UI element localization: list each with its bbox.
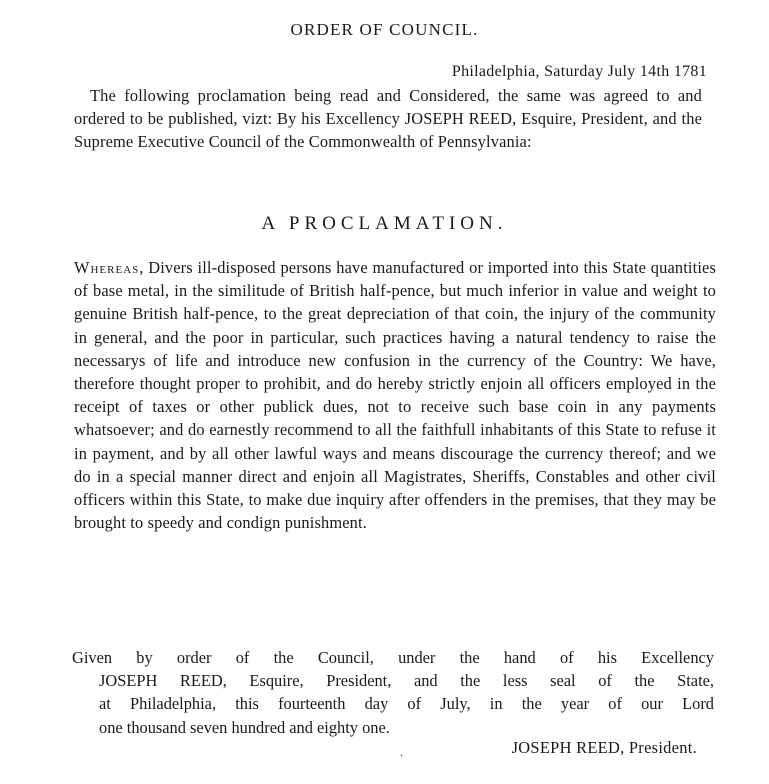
- given-line: one thousand seven hundred and eighty one.: [99, 717, 390, 737]
- proclamation-body: [74, 256, 716, 534]
- dateline: Philadelphia, Saturday July 14th 1781: [451, 63, 707, 80]
- intro-paragraph: The following proclamation being read and Considered, the same was agreed to and ordered to be published, vizt: By his Excellency JOSEPH REED, Esquire, President, and the Supreme Executive Council of the Commonwealth of Pennsylvania:: [74, 86, 702, 152]
- document-heading: ORDER OF COUNCIL.: [290, 20, 479, 39]
- given-line: at Philadelphia, this fourteenth day of July, in the year of our Lord: [99, 694, 714, 714]
- body-text: , Divers ill-disposed persons have manufactured or imported into this State quantities of base metal, in the similitude of British half-pence, but much inferior in value and weight to genuine British half-pence, to the great depreciation of that coin, the injury of the community in general, and the poor in particular, such practices having a natural tendency to raise the necessarys of life and introduce new confusion in the currency of the Country: We have, therefore thought proper to prohibit, and do hereby strictly enjoin all officers employed in the receipt of taxes or other publick dues, not to receive such base coin in any payments whatsoever; and do earnestly recommend to all the faithfull inhabitants of this State to refuse it in payment, and by all other lawful ways and means discourage the currency thereof; and we do in a special manner direct and enjoin all Magistrates, Sheriffs, Constables and other civil officers within this State, to make due inquiry after offenders in the premises, that they may be brought to speedy and condign punishment.: [74, 258, 716, 533]
- signature: JOSEPH REED, President.: [511, 738, 697, 757]
- proclamation-title: A PROCLAMATION.: [261, 213, 508, 234]
- given-by-clause: [72, 646, 714, 739]
- given-line: JOSEPH REED, Esquire, President, and the less seal of the State,: [99, 671, 714, 691]
- given-line: Given by order of the Council, under the hand of his Excellency: [72, 648, 714, 667]
- body-lead-word: Whereas: [74, 258, 140, 277]
- signature-mark: .: [400, 745, 403, 759]
